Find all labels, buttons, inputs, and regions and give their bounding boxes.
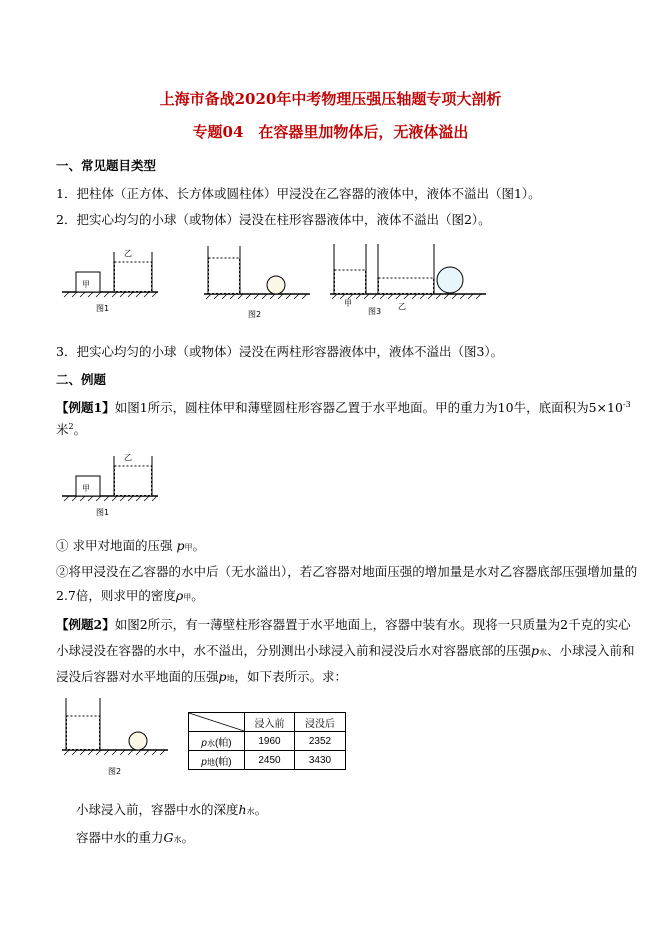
figure-2b-ground xyxy=(62,750,168,755)
figure-2b-caption: 图2 xyxy=(108,767,122,776)
figure-2-ground xyxy=(204,294,310,299)
label-yi-fig3: 乙 xyxy=(398,302,406,311)
figure-1-example-diagram xyxy=(60,448,160,518)
label-jia-b: 甲 xyxy=(82,484,90,493)
example2-tag: 【例题2】 xyxy=(56,617,115,632)
question2-line2: 2.7倍，则求甲的密度ρ甲。 xyxy=(56,588,204,603)
label-jia-fig3: 甲 xyxy=(344,299,352,308)
figure-1-caption: 图1 xyxy=(96,304,110,313)
figure-2-example-diagram xyxy=(58,694,173,779)
water-yi-b xyxy=(115,466,152,496)
water-yi-fig3 xyxy=(379,278,434,294)
water-yi xyxy=(115,262,152,292)
page-subtitle: 专题04 在容器里加物体后，无液体溢出 xyxy=(192,123,469,141)
ball-fig3 xyxy=(437,267,463,293)
example2-line1: 【例题2】如图2所示，有一薄壁柱形容器置于水平地面上，容器中装有水。现将一只质量为2千克的实心 xyxy=(56,617,631,632)
section1-item2: 2．把实心均匀的小球（或物体）浸没在柱形容器液体中，液体不溢出（图2）。 xyxy=(56,212,491,227)
water-fig2b xyxy=(67,716,100,750)
figure-1b-caption: 图1 xyxy=(96,508,110,517)
section1-item1: 1．把柱体（正方体、长方体或圆柱体）甲浸没在乙容器的液体中，液体不溢出（图1）。 xyxy=(56,186,541,201)
question4: 容器中水的重力G水。 xyxy=(76,830,195,845)
ball-fig2 xyxy=(267,276,285,294)
table-header-after: 浸没后 xyxy=(295,713,346,732)
table-row-label-ground: p地(帕) xyxy=(189,751,245,770)
table-cell: 3430 xyxy=(295,751,346,770)
figure-3-diagram xyxy=(328,238,488,318)
question1: ① 求甲对地面的压强 p甲。 xyxy=(56,538,205,553)
table-cell: 1960 xyxy=(245,732,295,751)
figure-1-diagram xyxy=(60,244,160,314)
page-title: 上海市备战2020年中考物理压强压轴题专项大剖析 xyxy=(159,90,502,108)
section1-heading: 一、常见题目类型 xyxy=(56,158,157,173)
table-cell: 2352 xyxy=(295,732,346,751)
figure-3-ground xyxy=(330,294,486,299)
example2-line2: 小球浸没在容器的水中，水不溢出，分别测出小球浸入前和浸没后水对容器底部的压强p水、小球浸入前和 xyxy=(56,643,635,658)
figure-2-caption: 图2 xyxy=(248,310,262,319)
example2-line3: 浸没后容器对水平地面的压强p地，如下表所示。求： xyxy=(56,669,348,684)
pressure-table xyxy=(188,712,346,770)
water-fig2 xyxy=(209,258,240,294)
section1-item3: 3．把实心均匀的小球（或物体）浸没在两柱形容器液体中，液体不溢出（图3）。 xyxy=(56,344,504,359)
question3: 小球浸入前，容器中水的深度h水。 xyxy=(76,802,268,817)
figure-2-diagram xyxy=(200,244,315,324)
example1-line2: 米$^2$。 xyxy=(56,421,87,437)
table-header-row xyxy=(189,713,346,732)
table-cell: 2450 xyxy=(245,751,295,770)
table-corner-cell xyxy=(189,713,245,732)
figure-1-ground xyxy=(62,292,158,297)
label-yi-b: 乙 xyxy=(124,453,132,462)
example1-tag: 【例题1】 xyxy=(56,400,115,415)
example1-line1: 【例题1】如图1所示，圆柱体甲和薄壁圆柱形容器乙置于水平地面。甲的重力为10牛，底面积为$5\times 10^{-3}$ xyxy=(56,399,631,415)
label-jia: 甲 xyxy=(82,280,90,289)
water-jia-fig3 xyxy=(335,270,366,294)
ball-fig2b xyxy=(129,732,147,750)
table-header-before: 浸入前 xyxy=(245,713,295,732)
table-row-label-water: p水(帕) xyxy=(189,732,245,751)
figure-3-caption: 图3 xyxy=(368,307,382,316)
figure-1b-ground xyxy=(62,496,158,501)
table-row xyxy=(189,732,346,751)
label-yi: 乙 xyxy=(124,249,132,258)
section2-heading: 二、例题 xyxy=(56,372,107,387)
question2-line1: ②将甲浸没在乙容器的水中后（无水溢出），若乙容器对地面压强的增加量是水对乙容器底部压强增加量的 xyxy=(56,564,638,579)
table-row xyxy=(189,751,346,770)
